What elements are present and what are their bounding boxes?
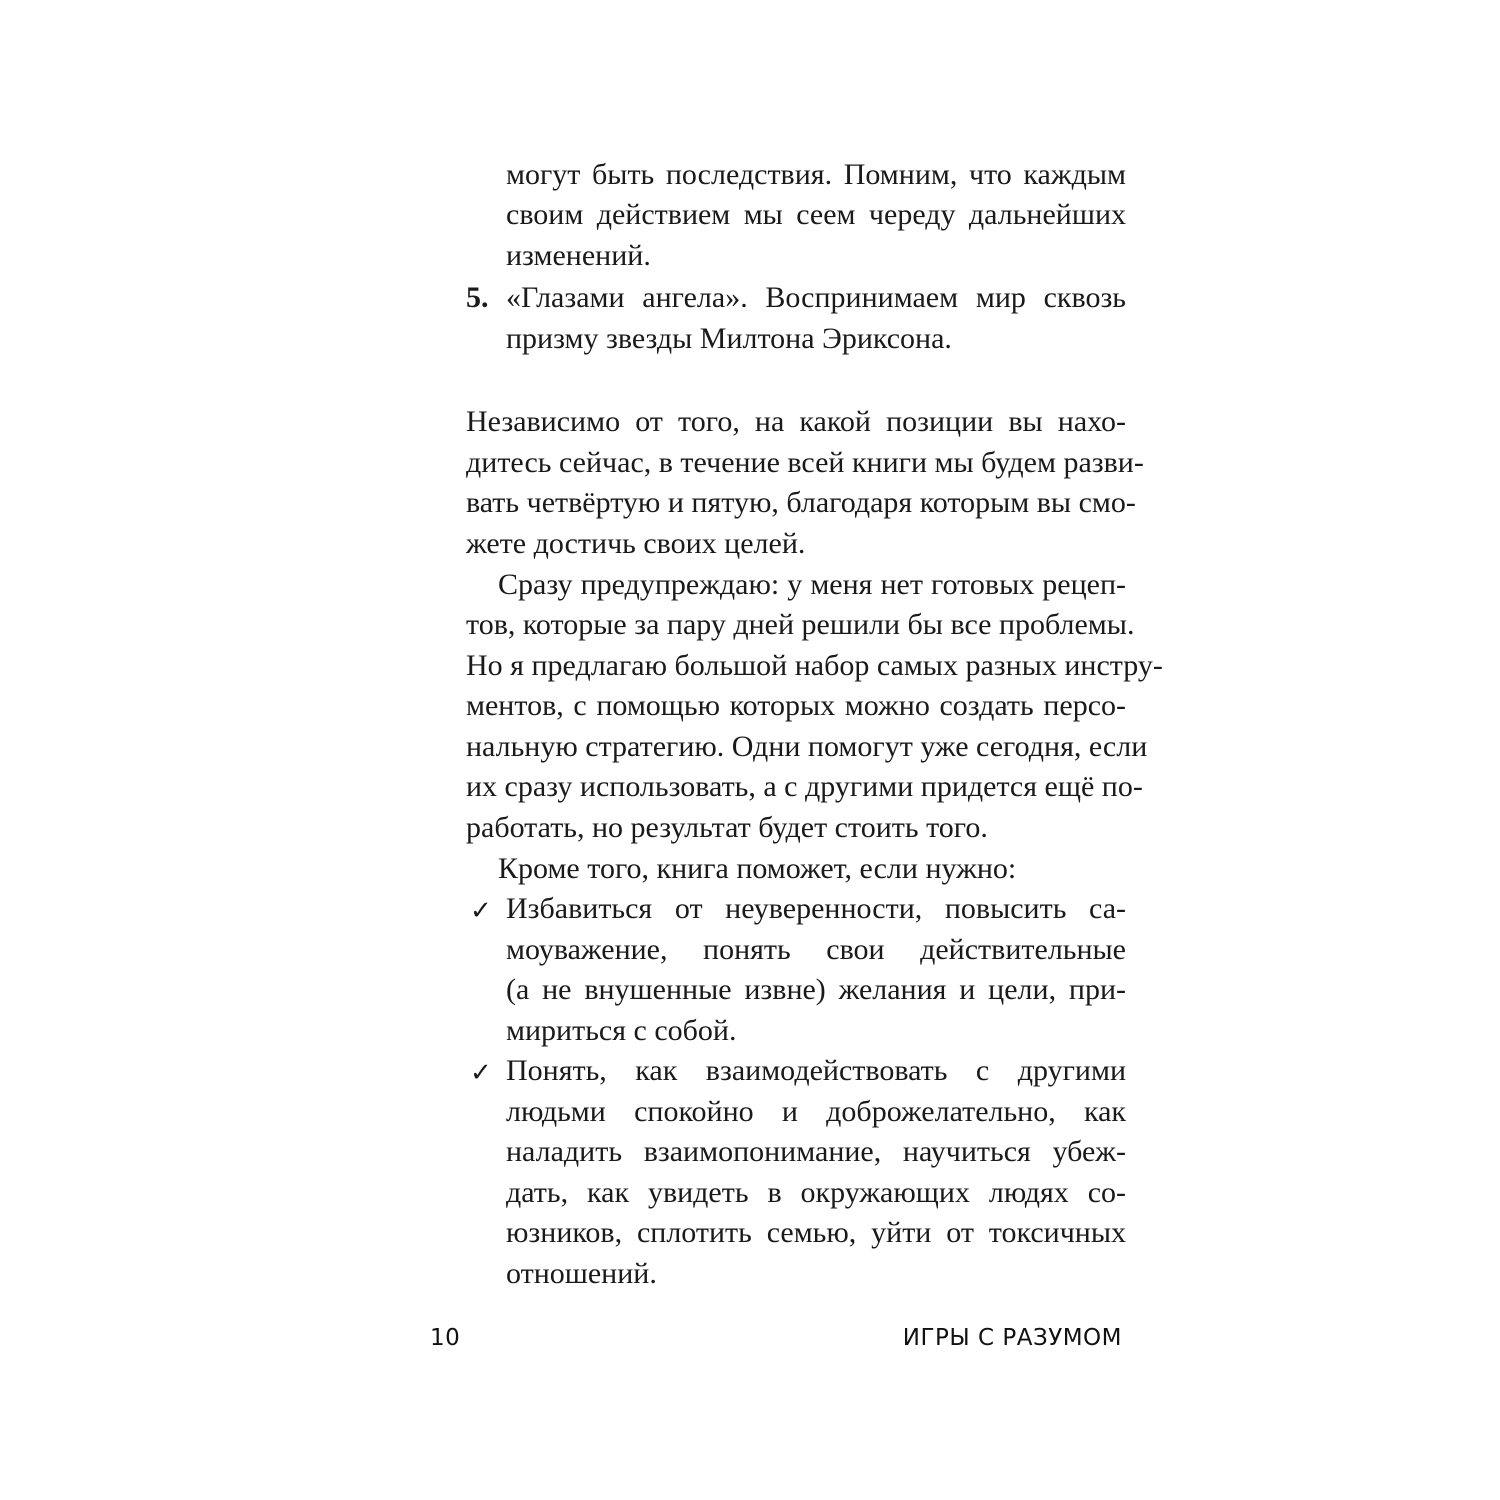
text-line: вать четвёртую и пятую, благодаря которым вы смо- <box>466 486 1136 519</box>
text-line: жете достичь своих целей. <box>466 527 806 560</box>
text-line: Сразу предупреждаю: у меня нет готовых рецеп- <box>498 568 1126 601</box>
text-line: отношений. <box>506 1257 657 1290</box>
checkmark-icon: ✓ <box>470 1058 492 1088</box>
text-line: Кроме того, книга поможет, если нужно: <box>498 852 1017 885</box>
text-line: моуважение, понять свои действительные <box>506 933 1126 966</box>
text-line: дитесь сейчас, в течение всей книги мы будем разви- <box>466 446 1144 479</box>
text-line: нальную стратегию. Одни помогут уже сегодня, если <box>466 730 1148 763</box>
text-line: Независимо от того, на какой позиции вы нахо- <box>466 405 1126 438</box>
text-line: наладить взаимопонимание, научиться убеж- <box>506 1135 1126 1168</box>
text-line: Но я предлагаю большой набор самых разных инстру- <box>466 649 1163 682</box>
checkmark-icon: ✓ <box>470 896 492 926</box>
running-title: ИГРЫ С РАЗУМОМ <box>902 1325 1122 1351</box>
text-line: людьми спокойно и доброжелательно, как <box>506 1095 1126 1128</box>
text-line: своим действием мы сеем череду дальнейших <box>506 198 1126 231</box>
text-line: изменений. <box>506 239 651 272</box>
text-line: «Глазами ангела». Воспринимаем мир сквозь <box>506 281 1126 314</box>
text-line: Понять, как взаимодействовать с другими <box>506 1054 1126 1087</box>
text-line: Избавиться от неуверенности, повысить са- <box>506 892 1126 925</box>
page-number: 10 <box>430 1325 461 1351</box>
text-line: призму звезды Милтона Эриксона. <box>506 322 952 355</box>
text-line: мириться с собой. <box>506 1014 737 1047</box>
text-line: дать, как увидеть в окружающих людях со- <box>506 1176 1126 1209</box>
text-line: юзников, сплотить семью, уйти от токсичных <box>506 1216 1126 1249</box>
text-line: работать, но результат будет стоить того. <box>466 811 988 844</box>
text-line: тов, которые за пару дней решили бы все проблемы. <box>466 608 1135 641</box>
text-line: ментов, с помощью которых можно создать персо- <box>466 689 1126 722</box>
list-number: 5. <box>466 281 489 314</box>
book-page <box>466 150 1163 1380</box>
text-line: могут быть последствия. Помним, что каждым <box>506 158 1126 191</box>
text-line: их сразу использовать, а с другими придется ещё по- <box>466 770 1143 803</box>
text-line: (а не внушенные извне) желания и цели, при- <box>506 973 1126 1006</box>
